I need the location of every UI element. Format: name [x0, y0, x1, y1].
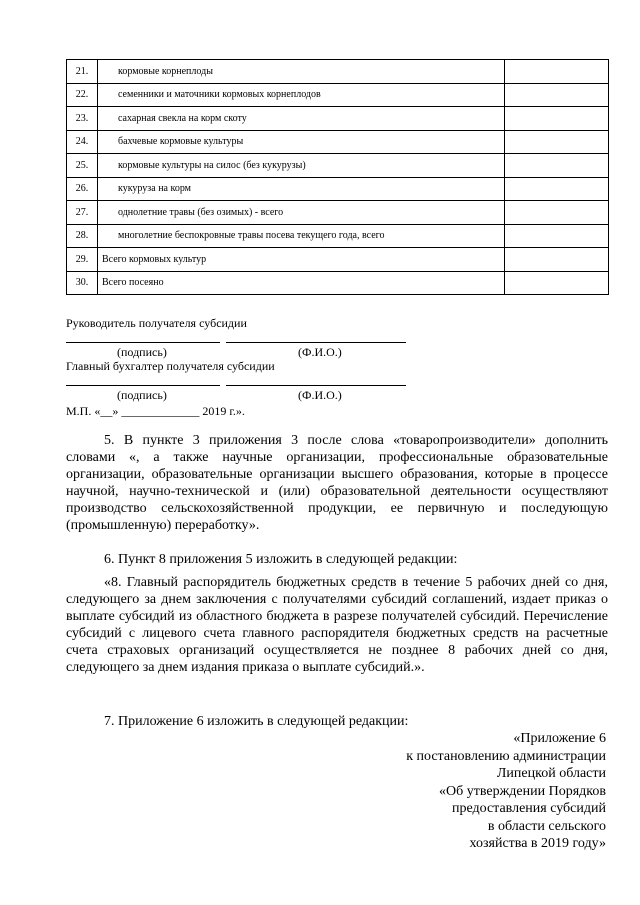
appendix-line: в области сельского	[487, 818, 606, 834]
row-number: 22.	[67, 83, 98, 107]
stamp-date-line: М.П. «__» _____________ 2019 г.».	[66, 404, 245, 418]
row-crop-name: кукуруза на корм	[98, 177, 505, 201]
appendix-line: Липецкой области	[496, 766, 606, 781]
appendix-line: «Об утверждении Порядков	[439, 783, 606, 799]
table-row	[67, 177, 609, 201]
crop-table-body	[67, 60, 609, 295]
paragraph-8-quote: «8. Главный распорядитель бюджетных средств в течение 5 рабочих дней со дня, следующего за днем заключения с получателями субсидий соглашений, издает приказ о выплате субсидий из областного бюджета в разрезе получателей субсидий. Перечисление субсидий с лицевого счета главного распорядителя бюджетных средств на расчетные счета страховых организаций осуществляется не позднее 8 рабочих дней со дня, следующего за днем издания приказа о выплате субсидий.».	[66, 575, 608, 675]
head-signature-caption: (подпись)	[117, 345, 167, 359]
table-row	[67, 248, 609, 272]
table-row	[67, 154, 609, 178]
row-number: 23.	[67, 107, 98, 131]
accountant-signature-line	[66, 385, 220, 386]
row-value-cell	[505, 248, 609, 272]
row-crop-name: многолетние беспокровные травы посева текущего года, всего	[98, 224, 505, 248]
row-crop-name: Всего кормовых культур	[98, 248, 505, 272]
row-crop-name: бахчевые кормовые культуры	[98, 130, 505, 154]
row-crop-name: однолетние травы (без озимых) - всего	[98, 201, 505, 225]
head-label: Руководитель получателя субсидии	[66, 316, 247, 330]
head-signature-line	[66, 342, 220, 343]
appendix-line: хозяйства в 2019 году»	[469, 836, 606, 851]
row-value-cell	[505, 83, 609, 107]
table-row	[67, 107, 609, 131]
row-number: 26.	[67, 177, 98, 201]
table-row	[67, 271, 609, 295]
row-value-cell	[505, 60, 609, 84]
row-crop-name: кормовые культуры на силос (без кукурузы)	[98, 154, 505, 178]
row-value-cell	[505, 107, 609, 131]
row-crop-name: Всего посеяно	[98, 271, 505, 295]
appendix-header	[306, 730, 606, 853]
head-fio-caption: (Ф.И.О.)	[298, 345, 342, 359]
table-row	[67, 201, 609, 225]
row-value-cell	[505, 154, 609, 178]
paragraph-5: 5. В пункте 3 приложения 3 после слова «товаропроизводители» дополнить словами «, а также научные организации, профессиональные образовательные организации, образовательные организации высшего образования, которые в процессе научной, научно-технической и (или) образовательной деятельности осуществляют производство сельскохозяйственной продукции, ее первичную и последующую (промышленную) переработку».	[66, 433, 608, 533]
row-number: 28.	[67, 224, 98, 248]
head-fio-line	[226, 342, 406, 343]
row-crop-name: кормовые корнеплоды	[98, 60, 505, 84]
paragraph-7: 7. Приложение 6 изложить в следующей редакции:	[104, 714, 409, 729]
row-value-cell	[505, 201, 609, 225]
row-number: 24.	[67, 130, 98, 154]
row-number: 27.	[67, 201, 98, 225]
appendix-line: к постановлению администрации	[406, 748, 606, 764]
table-row	[67, 60, 609, 84]
row-crop-name: сахарная свекла на корм скоту	[98, 107, 505, 131]
table-row	[67, 224, 609, 248]
row-crop-name: семенники и маточники кормовых корнеплодов	[98, 83, 505, 107]
table-row	[67, 130, 609, 154]
accountant-signature-caption: (подпись)	[117, 388, 167, 402]
row-value-cell	[505, 130, 609, 154]
accountant-label: Главный бухгалтер получателя субсидии	[66, 359, 275, 373]
row-value-cell	[505, 177, 609, 201]
appendix-line: предоставления субсидий	[451, 801, 606, 816]
paragraph-6: 6. Пункт 8 приложения 5 изложить в следующей редакции:	[104, 552, 458, 567]
row-number: 30.	[67, 271, 98, 295]
row-number: 21.	[67, 60, 98, 84]
row-value-cell	[505, 271, 609, 295]
row-number: 25.	[67, 154, 98, 178]
crop-table	[66, 59, 609, 295]
accountant-fio-line	[226, 385, 406, 386]
accountant-fio-caption: (Ф.И.О.)	[298, 388, 342, 402]
table-row	[67, 83, 609, 107]
row-number: 29.	[67, 248, 98, 272]
appendix-line: «Приложение 6	[513, 731, 606, 746]
row-value-cell	[505, 224, 609, 248]
